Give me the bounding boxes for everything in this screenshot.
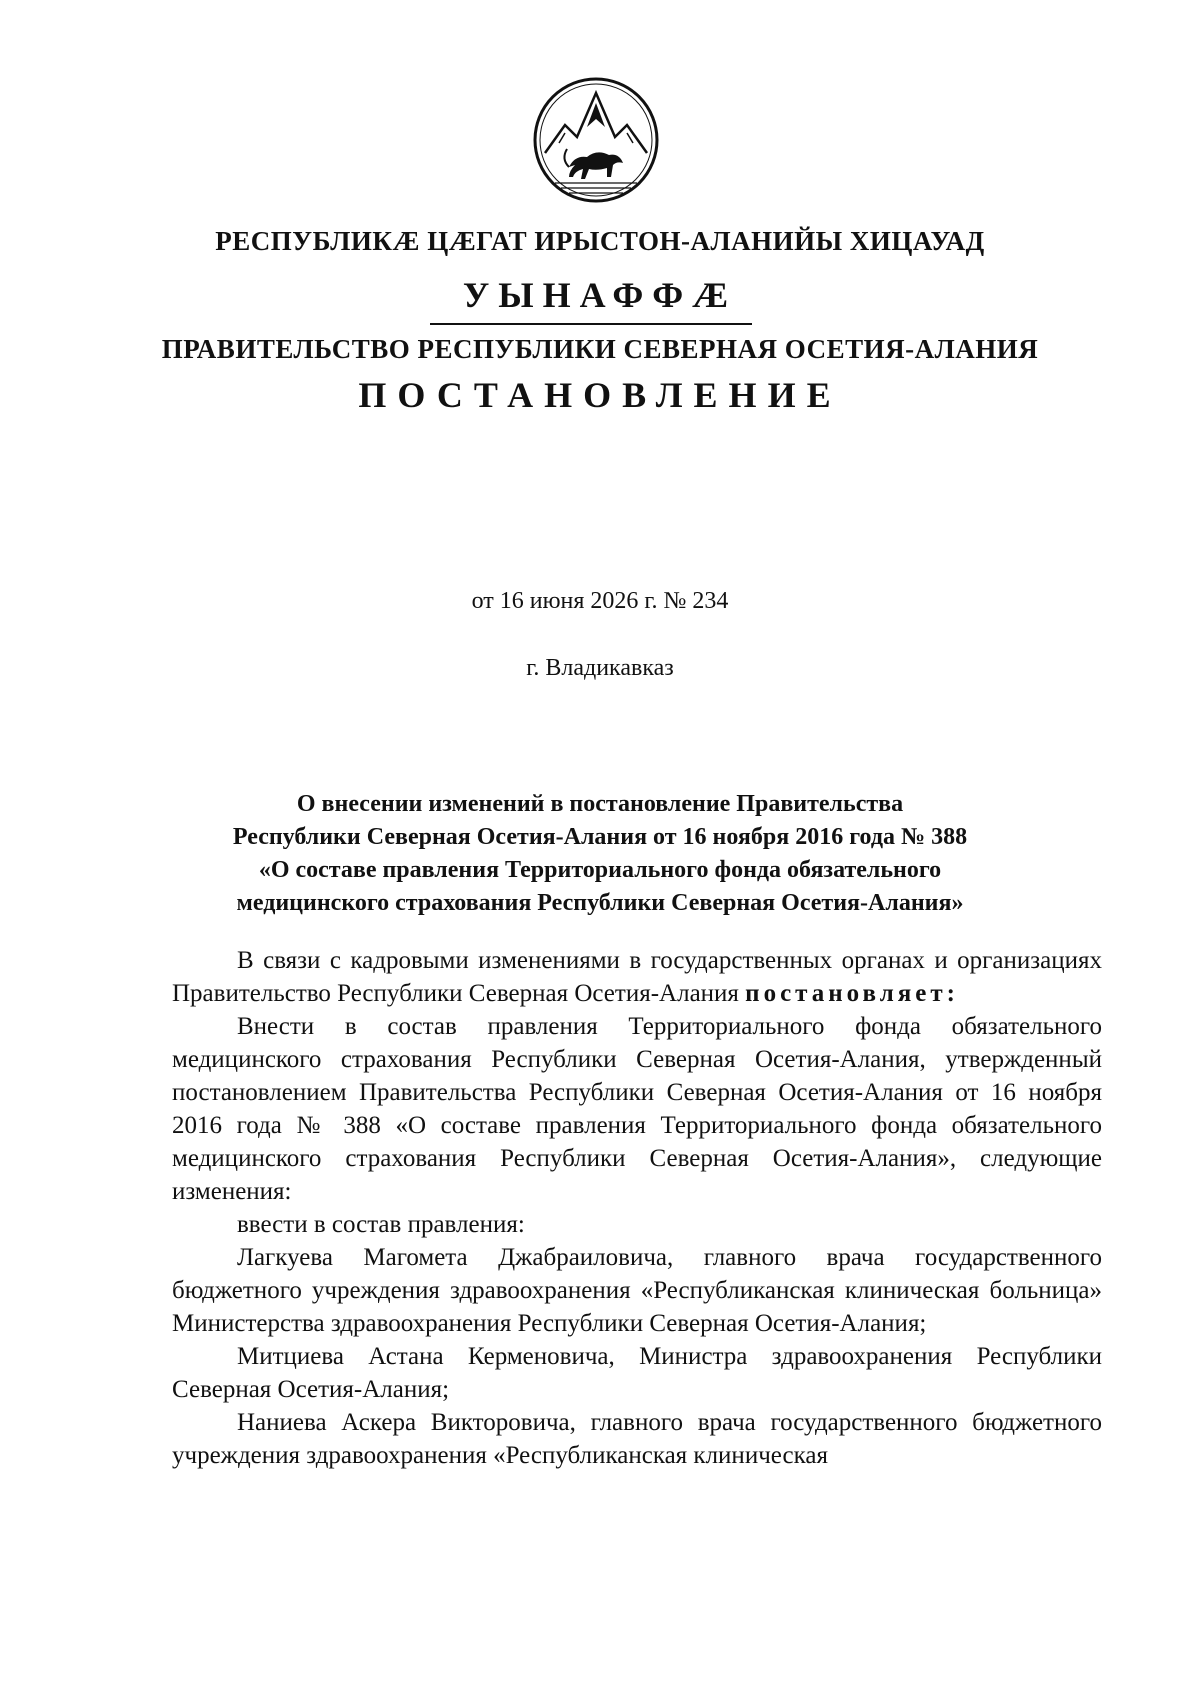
title-line: О внесении изменений в постановление Правительства (296, 791, 904, 817)
title-line: Республики Северная Осетия-Алания от 16 ноября 2016 года № 388 (232, 824, 968, 850)
title-line: медицинского страхования Республики Северная Осетия-Алания» (236, 890, 964, 916)
body-paragraph: Наниева Аскера Викторовича, главного врача государственного бюджетного учреждения здравоохранения «Республиканская клиническая (172, 1409, 1102, 1469)
document-title (160, 788, 1040, 920)
russian-document-type: ПОСТАНОВЛЕНИЕ (358, 375, 842, 415)
russian-government-name: ПРАВИТЕЛЬСТВО РЕСПУБЛИКИ СЕВЕРНАЯ ОСЕТИЯ-АЛАНИЯ (161, 334, 1039, 364)
resolves-word: постановляет: (745, 980, 959, 1007)
coat-of-arms-emblem (531, 75, 661, 205)
ossetian-document-type: УЫНАФФÆ (462, 275, 738, 315)
title-line: «О составе правления Территориального фонда обязательного (258, 857, 942, 883)
document-date-number: от 16 июня 2026 г. № 234 (471, 588, 729, 614)
body-paragraph: Митциева Астана Керменовича, Министра здравоохранения Республики Северная Осетия-Алания; (172, 1343, 1102, 1403)
document-city: г. Владикавказ (526, 655, 674, 681)
body-paragraph (172, 944, 1102, 1010)
body-paragraph: Лагкуева Магомета Джабраиловича, главного врача государственного бюджетного учреждения здравоохранения «Республиканская клиническая больница» Министерства здравоохранения Республики Северная Осетия-Алания; (172, 1244, 1102, 1337)
paragraph-text: В связи с кадровыми изменениями в государственных органах и организациях Правительство Республики Северная Осетия-Алания (172, 947, 1102, 1007)
header-divider (430, 323, 752, 325)
body-paragraph: Внести в состав правления Территориального фонда обязательного медицинского страхования Республики Северная Осетия-Алания, утвержденный постановлением Правительства Республики Северная Осетия-Алания от 16 ноября 2016 года № 388 «О составе правления Территориального фонда обязательного медицинского страхования Республики Северная Осетия-Алания», следующие изменения: (172, 1013, 1102, 1205)
body-paragraph: ввести в состав правления: (237, 1211, 525, 1238)
ossetian-government-name: РЕСПУБЛИКÆ ЦÆГАТ ИРЫСТОН-АЛАНИЙЫ ХИЦАУАД (215, 226, 985, 256)
document-body (172, 944, 1102, 1472)
